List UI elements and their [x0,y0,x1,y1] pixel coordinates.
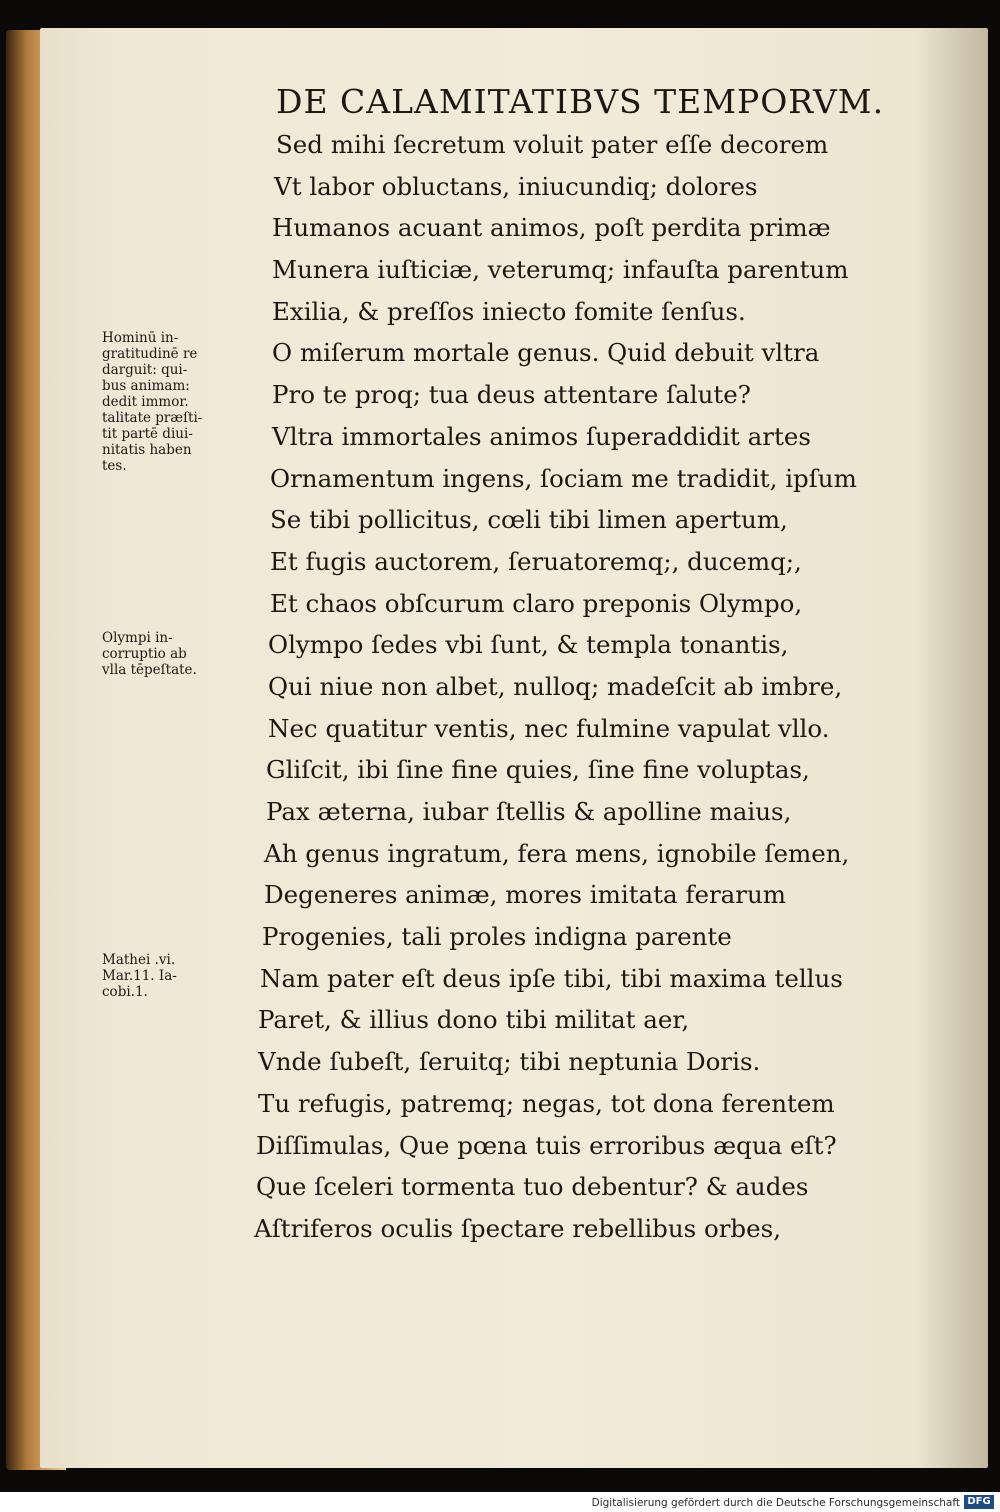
marginal-note-line: corruptio ab [102,646,187,662]
verse-line: Gliſcit, ibi ſine fine quies, ſine fine voluptas, [266,755,810,785]
verse-line: Exilia, & preſſos iniecto fomite ſenſus. [272,296,746,326]
verse-line: Degeneres animæ, mores imitata ferarum [264,880,786,910]
verse-line: Se tibi pollicitus, cœli tibi limen apertum, [270,505,788,535]
verse-list [232,124,857,1250]
marginal-note-line: cobi.1. [102,984,148,1000]
marginal-note-line: Hominū in- [102,330,179,346]
marginal-note-line: bus animam: [102,378,190,394]
verse-line: Progenies, tali proles indigna parente [262,922,732,952]
marginal-note [102,330,230,474]
footer-credit: Digitalisierung gefördert durch die Deutsche Forschungsgemeinschaft [591,1497,960,1509]
verse-line: Ah genus ingratum, fera mens, ignobile ſemen, [264,838,850,868]
verse-line: Qui niue non albet, nulloq; madeſcit ab imbre, [268,671,843,701]
marginal-note-line: Mathei .vi. [102,952,176,968]
verse-line: Tu refugis, patremq; negas, tot dona ferentem [258,1088,835,1118]
verse-line: Vnde ſubeſt, ſeruitq; tibi neptunia Doris. [258,1047,761,1077]
verse-line: Et chaos obſcurum claro preponis Olympo, [270,588,803,618]
verse-line: Vt labor obluctans, iniucundiq; dolores [274,171,758,201]
marginal-note-line: talitate præſti- [102,410,203,426]
marginal-note-line: tes. [102,458,127,474]
verse-line: Sed mihi ſecretum voluit pater eſſe decorem [276,130,829,159]
verse-line: Pro te proq; tua deus attentare ſalute? [272,380,751,410]
verse-line: Pax æterna, iubar ſtellis & apolline maius, [266,797,792,826]
verse-line: O miſerum mortale genus. Quid debuit vltra [272,338,820,368]
marginal-note-line: gratitudinē re [102,346,198,362]
verse-line: Et fugis auctorem, ſeruatoremq;, ducemq;, [270,546,802,576]
dfg-logo: DFG [964,1495,994,1509]
verse-line: Ornamentum ingens, ſociam me tradidit, ipſum [270,463,857,493]
marginal-note-line: tit partē diui- [102,426,193,442]
verse-line: Que ſceleri tormenta tuo debentur? & audes [256,1172,809,1202]
page-title: DE CALAMITATIBVS TEMPORVM. [276,82,885,121]
marginal-note-line: dedit immor. [102,394,189,410]
verse-line: Diſſimulas, Que pœna tuis erroribus æqua eſt? [256,1130,837,1160]
marginal-note [102,952,230,1000]
verse-line: Aſtriferos oculis ſpectare rebellibus orbes, [254,1213,781,1243]
marginal-note-line: Mar.11. Ia- [102,968,177,984]
verse-line: Vltra immortales animos ſuperaddidit artes [272,421,811,451]
marginal-note-line: nitatis haben [102,442,192,458]
marginal-note-line: Olympi in- [102,630,173,646]
page-gutter-shadow [918,28,988,1468]
marginal-note-line: darguit: qui- [102,362,188,378]
marginal-note-line: vlla tēpeſtate. [102,662,197,678]
marginal-note [102,630,230,678]
verse-line: Olympo ſedes vbi ſunt, & templa tonantis, [268,630,789,660]
footer-bar [0,1492,1000,1512]
verse-line: Nam pater eſt deus ipſe tibi, tibi maxima tellus [260,963,843,993]
verse-line: Humanos acuant animos, poſt perdita primæ [272,213,831,243]
verse-line: Nec quatitur ventis, nec fulmine vapulat vllo. [268,713,830,743]
verse-line: Munera iuſticiæ, veterumq; infauſta parentum [272,255,849,285]
verse-line: Paret, & illius dono tibi militat aer, [258,1005,690,1035]
